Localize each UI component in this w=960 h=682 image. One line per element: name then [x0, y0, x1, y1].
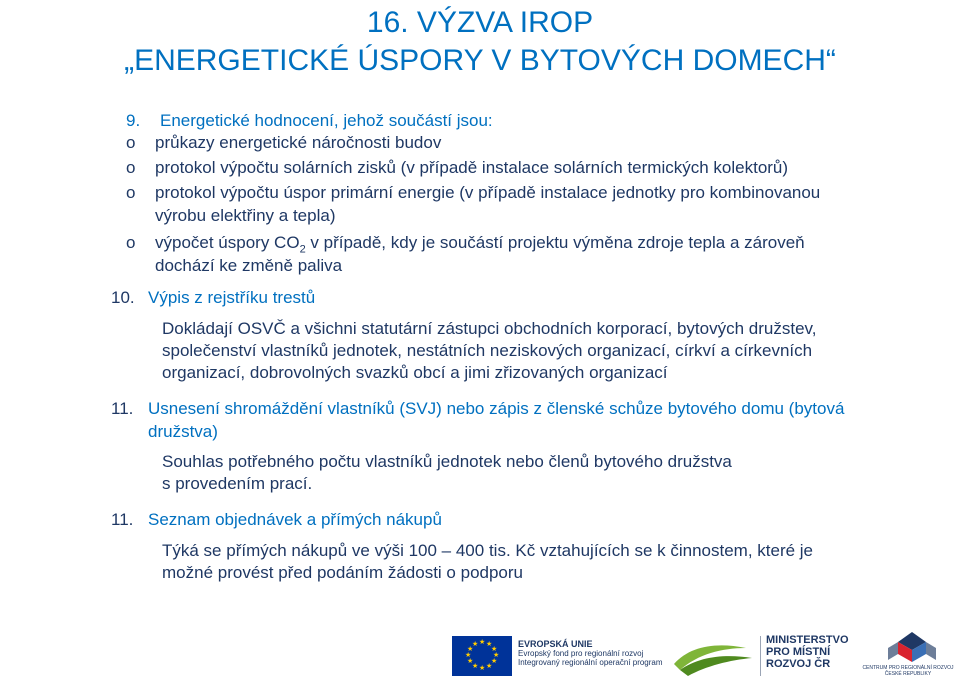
- paragraph-line: možné provést před podáním žádosti o podporu: [162, 563, 524, 582]
- section-9-number: 9.: [126, 111, 141, 130]
- crr-logo-text: [858, 665, 958, 677]
- slide-title-line1: 16. VÝZVA IROP: [366, 6, 594, 39]
- list-item: [155, 231, 805, 254]
- eu-fund-line: Evropský fond pro regionální rozvoj: [518, 649, 644, 658]
- list-item: protokol výpočtu solárních zisků (v případě instalace solárních termických kolektorů): [155, 158, 789, 177]
- bullet-icon: o: [126, 233, 136, 252]
- paragraph-line: společenství vlastníků jednotek, nestátních neziskových organizací, církví a církevních: [162, 341, 813, 360]
- paragraph-line: Týká se přímých nákupů ve výši 100 – 400 tis. Kč vztahujících se k činnostem, které je: [162, 541, 814, 560]
- section-11a-heading-cont: družstva): [148, 422, 218, 441]
- list-item: protokol výpočtu úspor primární energie (v případě instalace jednotky pro kombinovanou: [155, 183, 821, 202]
- paragraph-line: Dokládají OSVČ a všichni statutární zástupci obchodních korporací, bytových družstev,: [162, 319, 817, 338]
- eu-flag-icon: ★ ★ ★ ★ ★ ★ ★ ★ ★ ★ ★ ★: [452, 636, 512, 676]
- bullet-icon: o: [126, 133, 136, 152]
- bullet-icon: o: [126, 183, 136, 202]
- mmr-line2: PRO MÍSTNÍ: [766, 646, 831, 658]
- paragraph-line: organizací, dobrovolných svazků obcí a jimi zřizovaných organizací: [162, 363, 668, 382]
- crr-line2: ČESKÉ REPUBLIKY: [884, 671, 932, 677]
- paragraph-line: Souhlas potřebného počtu vlastníků jednotek nebo členů bytového družstva: [162, 452, 732, 471]
- section-11b-number: 11.: [111, 510, 134, 529]
- section-10-heading: Výpis z rejstříku trestů: [148, 288, 316, 307]
- crr-line1: CENTRUM PRO REGIONÁLNÍ ROZVOJ: [862, 665, 954, 671]
- co2-text: výpočet úspory CO: [155, 233, 300, 252]
- list-item-continuation: výrobu elektřiny a tepla): [155, 206, 336, 225]
- eu-logo-text: [518, 640, 663, 667]
- mmr-line1: MINISTERSTVO: [766, 634, 849, 646]
- eu-program-line: Integrovaný regionální operační program: [518, 658, 663, 667]
- co2-subscript: 2: [299, 243, 306, 256]
- co2-rest: v případě, kdy je součástí projektu výměna zdroje tepla a zároveň: [305, 233, 805, 252]
- mmr-line3: ROZVOJ ČR: [766, 658, 831, 670]
- irop-swoosh-icon: [670, 630, 756, 680]
- slide-title-line2: „ENERGETICKÉ ÚSPORY V BYTOVÝCH DOMECH“: [124, 44, 836, 77]
- section-10-number: 10.: [111, 288, 135, 307]
- section-11b-heading: Seznam objednávek a přímých nákupů: [148, 510, 442, 529]
- section-9-heading: Energetické hodnocení, jehož součástí jsou:: [160, 111, 493, 130]
- section-11a-number: 11.: [111, 399, 134, 418]
- eu-title: EVROPSKÁ UNIE: [518, 639, 593, 649]
- paragraph-line: s provedením prací.: [162, 474, 313, 493]
- section-11a-heading: Usnesení shromáždění vlastníků (SVJ) nebo zápis z členské schůze bytového domu (bytová: [148, 399, 845, 418]
- list-item-continuation: dochází ke změně paliva: [155, 256, 343, 275]
- bullet-icon: o: [126, 158, 136, 177]
- mmr-logo-text: [766, 634, 849, 670]
- list-item: průkazy energetické náročnosti budov: [155, 133, 442, 152]
- footer-divider: [760, 636, 761, 676]
